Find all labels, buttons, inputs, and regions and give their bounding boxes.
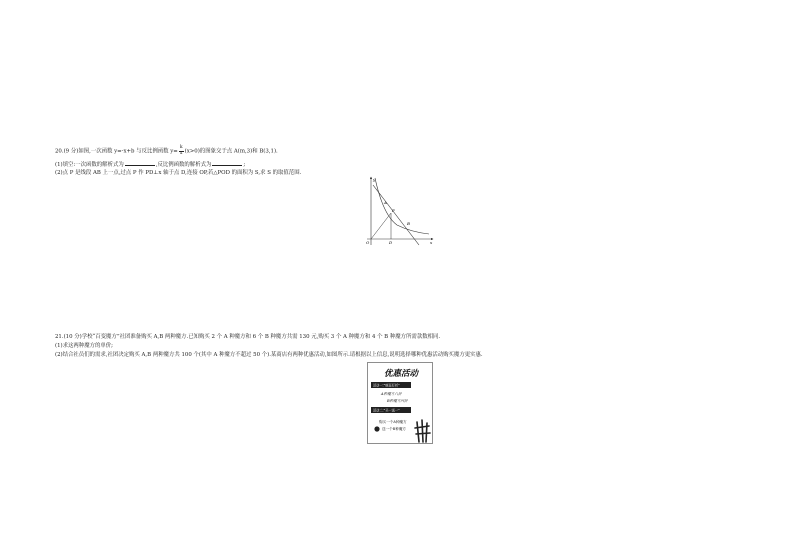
activity1-b-line: B种魔方四折 [387, 399, 408, 403]
answer-blank-1 [125, 160, 155, 166]
activity1-label: 活动一:“疯狂打折” [373, 383, 400, 388]
label-p: P [392, 208, 395, 213]
hyperbola-curve [375, 178, 429, 234]
activity2-buy-line: 购买一个A种魔方 [379, 420, 407, 424]
label-a: A [384, 200, 387, 205]
linear-function-line [373, 185, 419, 245]
fraction-k-over-x: $\frac{k}{x}$ [179, 145, 183, 156]
activity1-a-line: A种魔方八折 [381, 392, 402, 396]
label-y: y [373, 177, 376, 182]
label-origin: O [366, 240, 370, 245]
q20-stem: 20.(9 分)如图,一次函数 y=-x+b 与反比例函数 y= $\frac{k}{x}$ (x>0)的图象交于点 A(m,3)和 B(3,1). [55, 145, 278, 156]
poster-title: 优惠活动 [383, 369, 419, 379]
q21-part1: (1)求这两种魔方的单价; [55, 343, 113, 349]
activity2-gift-line: 送一个B种魔方 [382, 427, 407, 431]
function-graph [363, 175, 435, 247]
label-b: B [407, 221, 410, 226]
answer-blank-2 [212, 160, 242, 166]
promotion-poster [367, 362, 433, 444]
activity2-label: 活动二:“买一送一” [373, 408, 400, 413]
label-d: D [389, 240, 393, 245]
label-x: x [430, 240, 433, 245]
q20-part1: (1)填空:一次函数的解析式为 ,反比例函数的解析式为 ; [55, 162, 246, 168]
q21-part2: (2)结合社员们的需求,社团决定购买 A,B 两种魔方共 100 个(其中 A 种魔方不超过 50 个).某商店有两种优惠活动,如图所示.请根据以上信息,说明选择哪种优惠活动购买魔方更实惠. [55, 352, 483, 358]
q20-part2: (2)点 P 是线段 AB 上一点,过点 P 作 PD⊥x 轴于点 D,连接 OP,若△POD 的面积为 S,求 S 的取值范围. [55, 170, 302, 176]
gift-badge-icon [374, 426, 379, 431]
segment-op [371, 213, 391, 239]
q21-stem: 21.(10 分)学校“百变魔方”社团准备购买 A,B 两种魔方.已知购买 2 个 A 种魔方和 6 个 B 种魔方共需 130 元,购买 3 个 A 种魔方和 4 个 B 种魔方所需款数相同. [55, 334, 441, 340]
